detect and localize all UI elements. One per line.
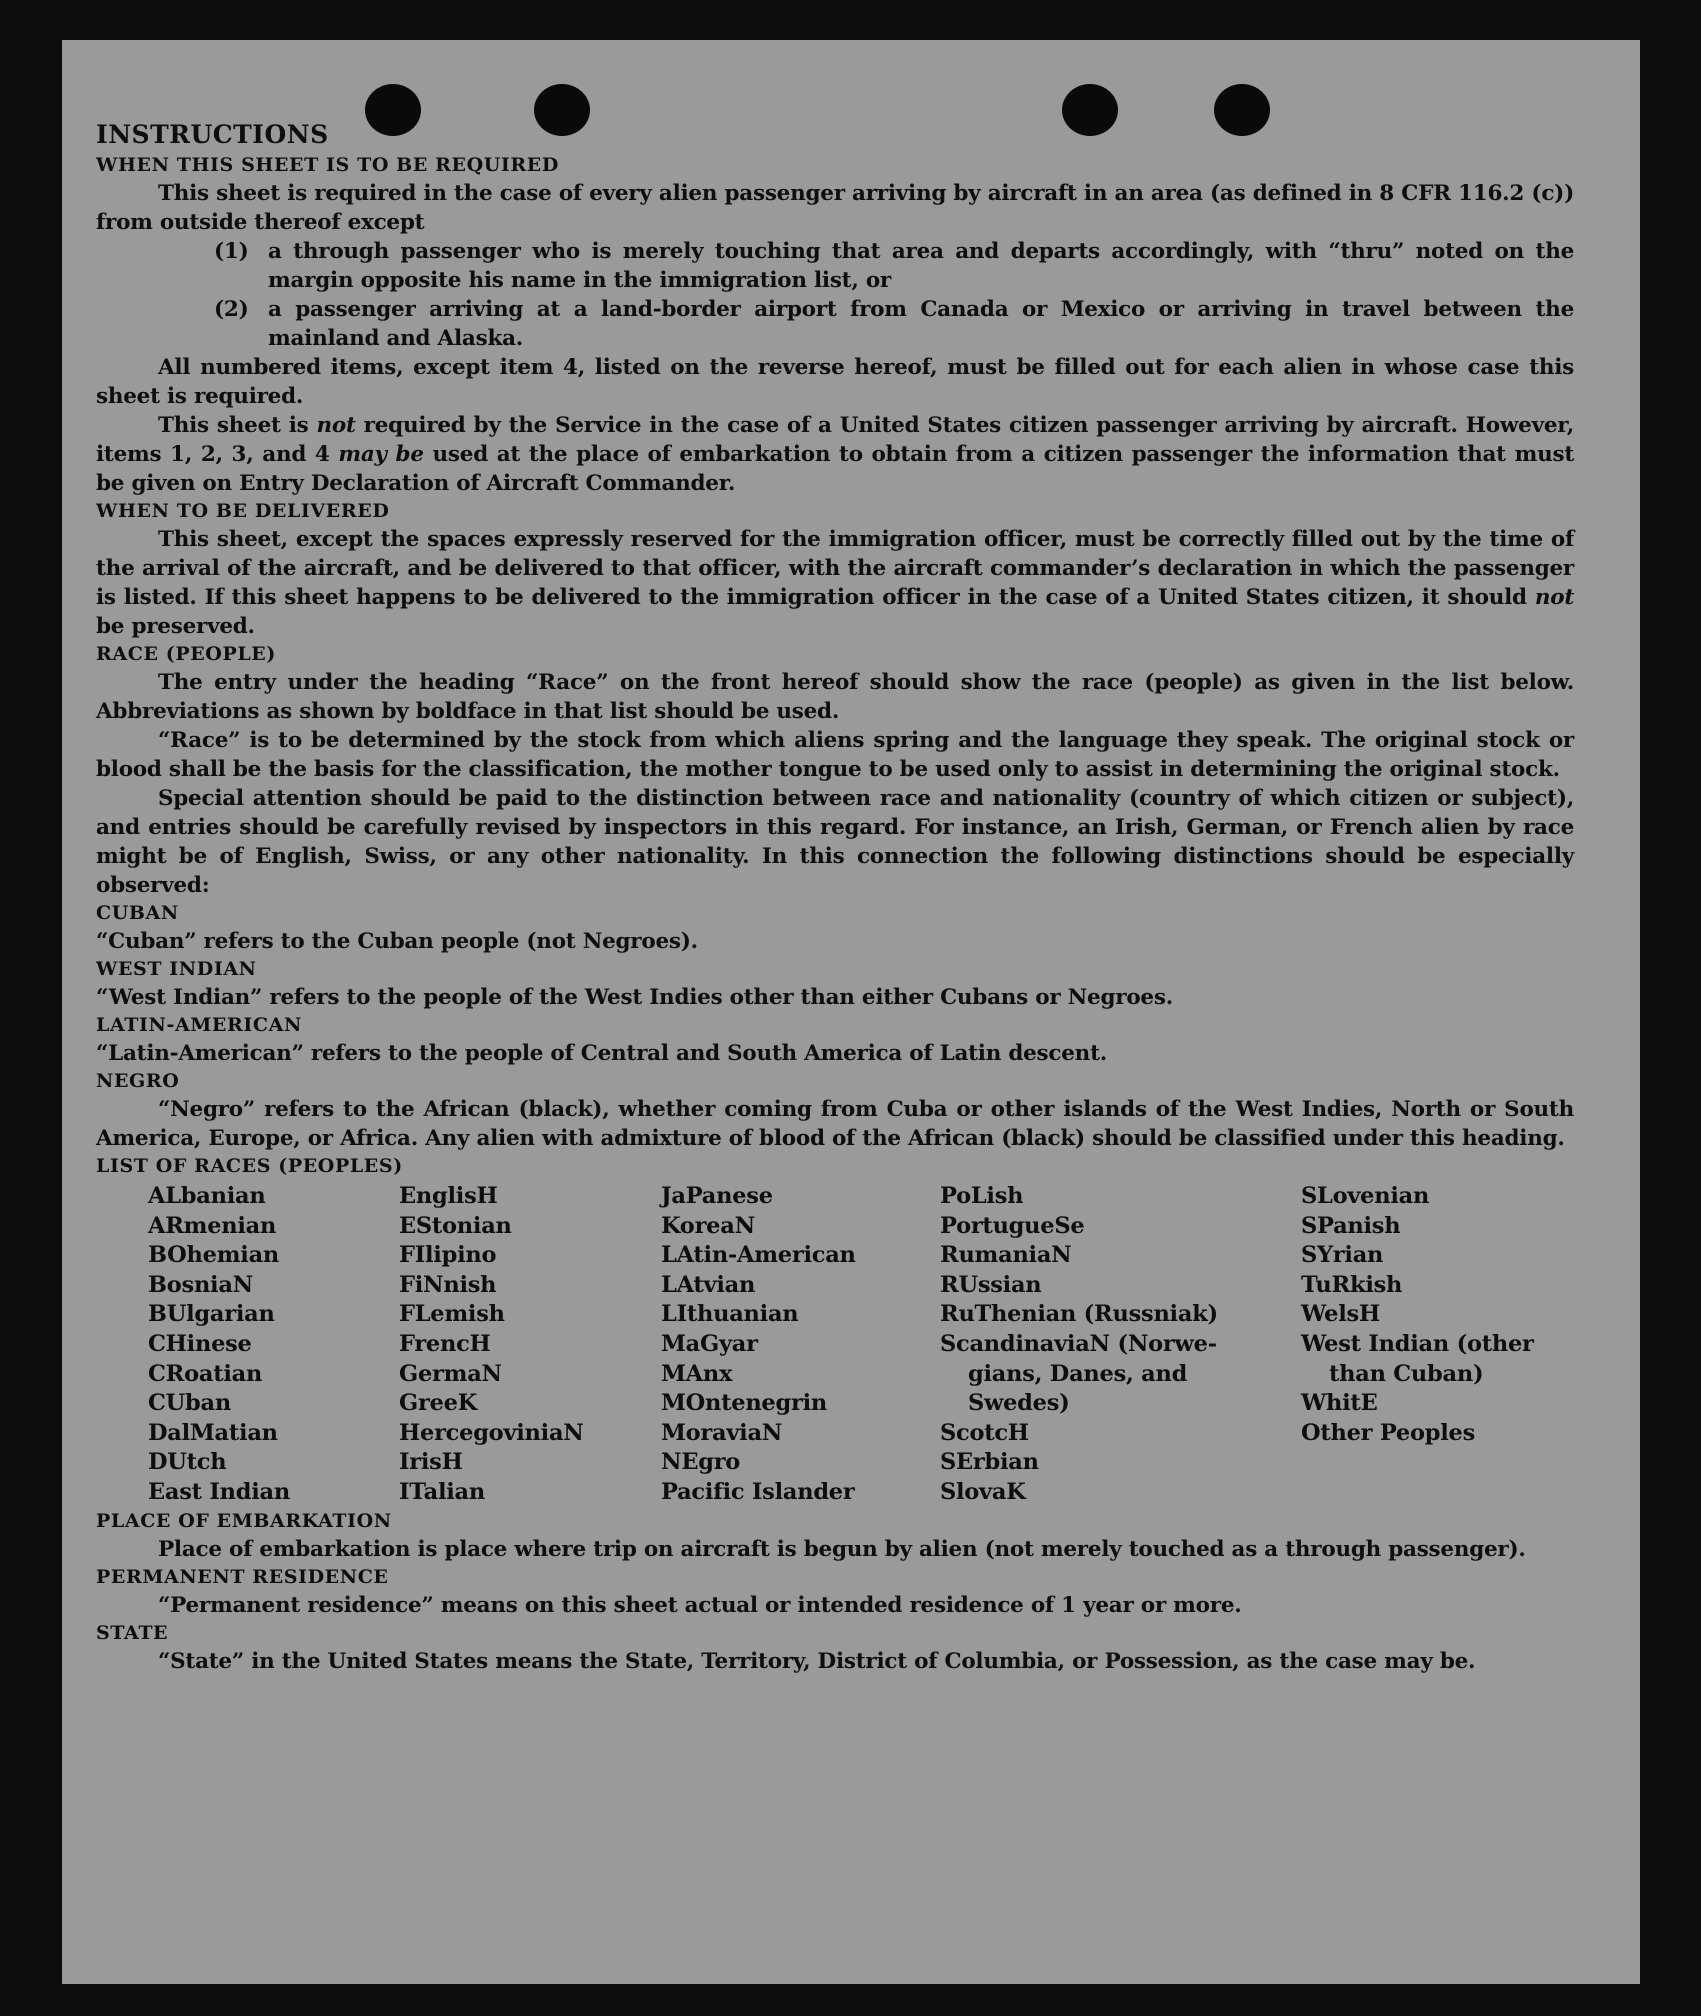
list-item	[214, 295, 1574, 353]
race-entry: SYrian	[1301, 1242, 1384, 1269]
race-entry-continued: than Cuban)	[1329, 1360, 1484, 1387]
paragraph: The entry under the heading “Race” on the front hereof should show the race (people) as given in the list below. Abbreviations as shown by boldface in that list should be used.	[96, 670, 1574, 724]
race-entry: CUban	[148, 1390, 231, 1417]
race-entry: WhitE	[1301, 1390, 1378, 1417]
race-entry: SLovenian	[1301, 1183, 1430, 1209]
race-entry: FLemish	[399, 1301, 505, 1328]
item-text: a through passenger who is merely touching that area and departs accordingly, with “thru” noted on the margin opposite his name in the immigration list, or	[268, 239, 1574, 293]
race-entry: MOntenegrin	[661, 1390, 827, 1417]
race-entry: DUtch	[148, 1449, 227, 1476]
race-entry: BUlgarian	[148, 1301, 275, 1328]
item-text: a passenger arriving at a land-border airport from Canada or Mexico or arriving in travel between the mainland and Alaska.	[268, 297, 1574, 351]
race-column	[1301, 1182, 1581, 1508]
race-entry: ITalian	[399, 1478, 485, 1505]
text-run: This sheet is	[158, 413, 317, 438]
race-entry: NEgro	[661, 1449, 741, 1476]
race-entry: ALbanian	[148, 1183, 266, 1209]
race-entry: HercegoviniaN	[399, 1419, 584, 1446]
emphasis: not	[1534, 585, 1574, 610]
definition: “Permanent residence” means on this sheet actual or intended residence of 1 year or more.	[158, 1592, 1242, 1618]
text-run: required by the Service in the case of a United States citizen passenger arriving by aircraft. However, items 1, 2, 3, and 4	[96, 413, 1574, 467]
race-entry: ScandinaviaN (Norwe-	[940, 1330, 1217, 1357]
race-entry: TuRkish	[1301, 1271, 1403, 1298]
race-entry: West Indian (other	[1301, 1330, 1534, 1357]
page-title: INSTRUCTIONS	[96, 120, 329, 149]
race-column	[661, 1182, 940, 1508]
definition: “West Indian” refers to the people of the West Indies other than either Cubans or Negroes.	[96, 985, 1173, 1010]
race-entry: SErbian	[940, 1449, 1039, 1476]
race-entry: FIlipino	[399, 1242, 497, 1269]
race-entry: PoLish	[940, 1183, 1024, 1209]
race-entry: EStonian	[399, 1212, 512, 1239]
race-column	[148, 1182, 399, 1508]
section-heading: STATE	[96, 1621, 169, 1644]
race-entry: SlovaK	[940, 1478, 1026, 1505]
race-entry: JaPanese	[661, 1183, 773, 1209]
item-number: (2)	[214, 297, 249, 322]
race-entry: LAtin-American	[661, 1242, 856, 1269]
paragraph	[96, 525, 1574, 641]
definition: “Cuban” refers to the Cuban people (not Negroes).	[96, 929, 698, 954]
race-entry: CHinese	[148, 1330, 252, 1357]
race-entry: PortugueSe	[940, 1212, 1085, 1239]
race-entry: LIthuanian	[661, 1301, 799, 1328]
race-entry: Pacific Islander	[661, 1478, 855, 1505]
race-entry: MaGyar	[661, 1330, 758, 1357]
race-entry: CRoatian	[148, 1360, 263, 1387]
section-heading: WHEN TO BE DELIVERED	[96, 500, 390, 522]
section-heading: LATIN-AMERICAN	[96, 1014, 302, 1036]
paragraph: “Race” is to be determined by the stock from which aliens spring and the language they speak. The original stock or blood shall be the basis for the classification, the mother tongue to be used only to assist in determining the original stock.	[96, 728, 1574, 782]
race-entry: EnglisH	[399, 1183, 498, 1209]
race-entry: WelsH	[1301, 1301, 1380, 1328]
section-heading: LIST OF RACES (PEOPLES)	[96, 1155, 403, 1177]
definition: Place of embarkation is place where trip on aircraft is begun by alien (not merely touched as a through passenger).	[158, 1536, 1526, 1562]
race-entry: MoraviaN	[661, 1419, 783, 1446]
definition: “Latin-American” refers to the people of Central and South America of Latin descent.	[96, 1041, 1107, 1066]
race-entry-continued: gians, Danes, and	[968, 1360, 1188, 1387]
race-entry: Other Peoples	[1301, 1419, 1476, 1446]
paragraph: This sheet is required in the case of every alien passenger arriving by aircraft in an area (as defined in 8 CFR 116.2 (c)) from outside thereof except	[96, 181, 1574, 235]
race-column	[940, 1182, 1301, 1508]
section-heading: WHEN THIS SHEET IS TO BE REQUIRED	[96, 154, 559, 176]
race-entry: RumaniaN	[940, 1242, 1072, 1269]
section-heading: PERMANENT RESIDENCE	[96, 1565, 389, 1588]
race-entry: FrencH	[399, 1330, 491, 1357]
race-entry: IrisH	[399, 1449, 463, 1476]
race-entry: East Indian	[148, 1478, 290, 1505]
emphasis: not	[316, 413, 356, 438]
race-entry: ARmenian	[148, 1212, 277, 1239]
race-entry-continued: Swedes)	[968, 1390, 1070, 1417]
text-run: This sheet, except the spaces expressly reserved for the immigration officer, must be correctly filled out by the time of the arrival of the aircraft, and be delivered to that officer, with the aircraft commander’s declaration in which the passenger is listed. If this sheet happens to be delivered to the immigration officer in the case of a United States citizen, it should	[96, 527, 1574, 610]
race-entry: RUssian	[940, 1271, 1042, 1298]
paragraph	[96, 411, 1574, 498]
text-run: be preserved.	[96, 614, 255, 639]
race-entry: RuThenian (Russniak)	[940, 1301, 1218, 1328]
section-heading: WEST INDIAN	[96, 958, 257, 980]
paragraph: Special attention should be paid to the distinction between race and nationality (country of which citizen or subject), and entries should be carefully revised by inspectors in this regard. For instance, an Irish, German, or French alien by race might be of English, Swiss, or any other nationality. In this connection the following distinctions should be especially observed:	[96, 786, 1574, 898]
paragraph: All numbered items, except item 4, listed on the reverse hereof, must be filled out for each alien in whose case this sheet is required.	[96, 355, 1574, 409]
race-entry: LAtvian	[661, 1271, 756, 1298]
race-entry: DalMatian	[148, 1419, 278, 1446]
race-list	[148, 1182, 1574, 1508]
faded-footnote	[270, 1937, 1510, 1963]
emphasis: may be	[338, 442, 424, 467]
section-heading: CUBAN	[96, 902, 179, 924]
race-entry: GermaN	[399, 1360, 502, 1387]
instructions-body	[96, 118, 1574, 1676]
race-entry: GreeK	[399, 1390, 478, 1417]
race-entry: BOhemian	[148, 1242, 280, 1269]
race-entry: SPanish	[1301, 1212, 1401, 1239]
race-entry: ScotcH	[940, 1419, 1029, 1446]
list-item	[214, 237, 1574, 295]
race-entry: KoreaN	[661, 1212, 755, 1239]
section-heading: NEGRO	[96, 1070, 180, 1092]
section-heading: PLACE OF EMBARKATION	[96, 1509, 392, 1532]
section-heading: RACE (PEOPLE)	[96, 643, 276, 665]
definition: “State” in the United States means the State, Territory, District of Columbia, or Possession, as the case may be.	[158, 1648, 1476, 1674]
definition: “Negro” refers to the African (black), whether coming from Cuba or other islands of the West Indies, North or South America, Europe, or Africa. Any alien with admixture of blood of the African (black) should be classified under this heading.	[96, 1097, 1574, 1151]
item-number: (1)	[214, 239, 249, 264]
text-run: used at the place of embarkation to obtain from a citizen passenger the information that must be given on Entry Declaration of Aircraft Commander.	[96, 442, 1574, 496]
race-entry: BosniaN	[148, 1271, 253, 1298]
race-entry: MAnx	[661, 1360, 733, 1387]
race-column	[399, 1182, 661, 1508]
race-entry: FiNnish	[399, 1271, 497, 1298]
